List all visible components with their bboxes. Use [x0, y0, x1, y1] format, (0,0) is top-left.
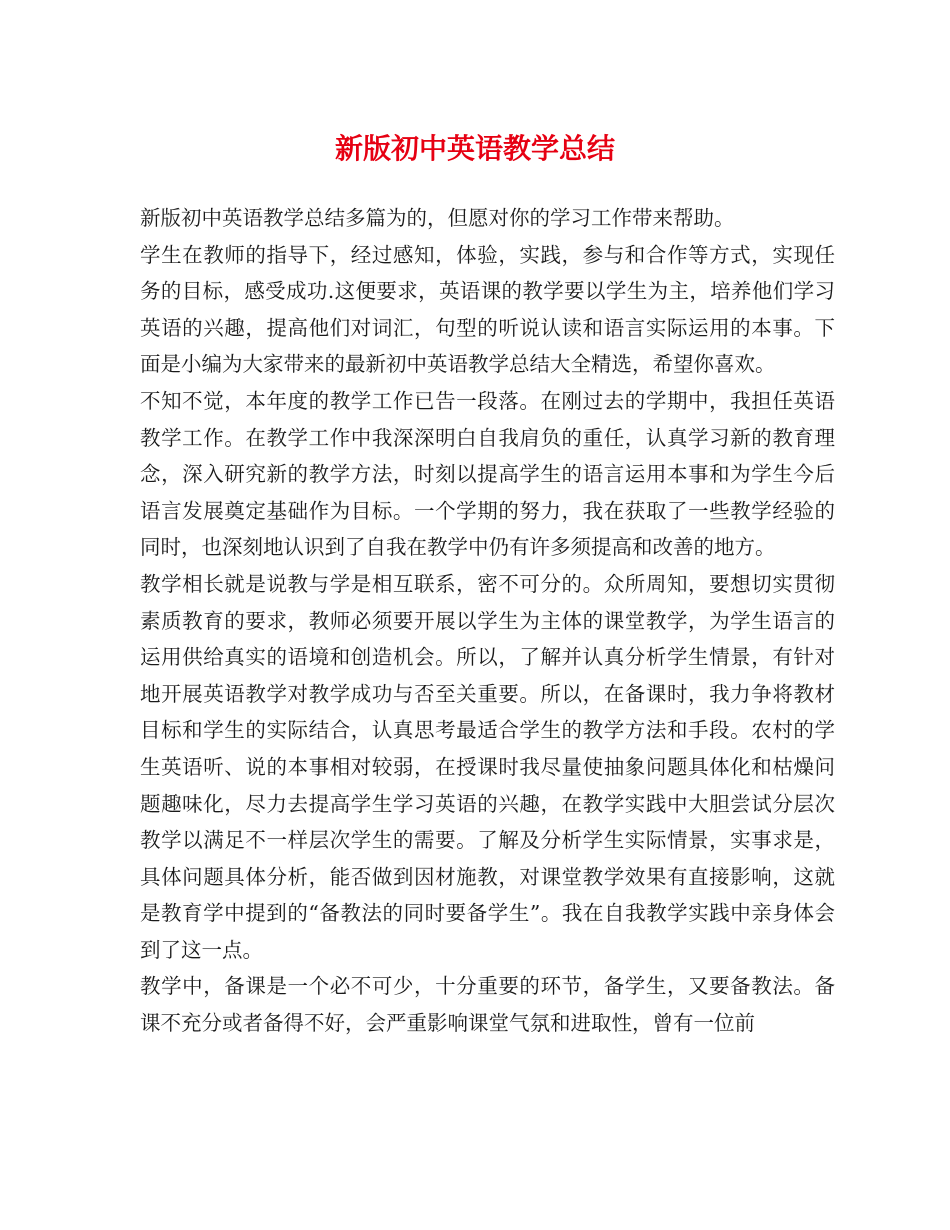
paragraph-semester-review: 不知不觉，本年度的教学工作已告一段落。在刚过去的学期中，我担任英语教学工作。在教学工作中我深深明白自我肩负的重任，认真学习新的教育理念，深入研究新的教学方法，时刻以提高学生的语言运用本事和为学生今后语言发展奠定基础作为目标。一个学期的努力，我在获取了一些教学经验的同时，也深刻地认识到了自我在教学中仍有许多须提高和改善的地方。 [140, 388, 835, 560]
paragraph-intro: 新版初中英语教学总结多篇为的，但愿对你的学习工作带来帮助。 [140, 206, 735, 230]
paragraph-teaching-learning: 教学相长就是说教与学是相互联系，密不可分的。众所周知，要想切实贯彻素质教育的要求，教师必须要开展以学生为主体的课堂教学，为学生语言的运用供给真实的语境和创造机会。所以，了解并认真分析学生情景，有针对地开展英语教学对教学成功与否至关重要。所以，在备课时，我力争将教材目标和学生的实际结合，认真思考最适合学生的教学方法和手段。农村的学生英语听、说的本事相对较弱，在授课时我尽量使抽象问题具体化和枯燥问题趣味化，尽力去提高学生学习英语的兴趣，在教学实践中大胆尝试分层次教学以满足不一样层次学生的需要。了解及分析学生实际情景，实事求是，具体问题具体分析，能否做到因材施教，对课堂教学效果有直接影响，这就是教育学中提到的“备教法的同时要备学生”。我在自我教学实践中亲身体会到了这一点。 [140, 571, 835, 962]
paragraph-lesson-prep: 教学中，备课是一个必不可少，十分重要的环节，备学生，又要备教法。备课不充分或者备得不好，会严重影响课堂气氛和进取性，曾有一位前 [140, 974, 835, 1036]
document-title: 新版初中英语教学总结 [334, 132, 615, 165]
paragraph-background: 学生在教师的指导下，经过感知，体验，实践，参与和合作等方式，实现任务的目标，感受成功.这便要求，英语课的教学要以学生为主，培养他们学习英语的兴趣，提高他们对词汇，句型的听说认读和语言实际运用的本事。下面是小编为大家带来的最新初中英语教学总结大全精选，希望你喜欢。 [140, 242, 835, 377]
document-body [140, 200, 835, 1042]
